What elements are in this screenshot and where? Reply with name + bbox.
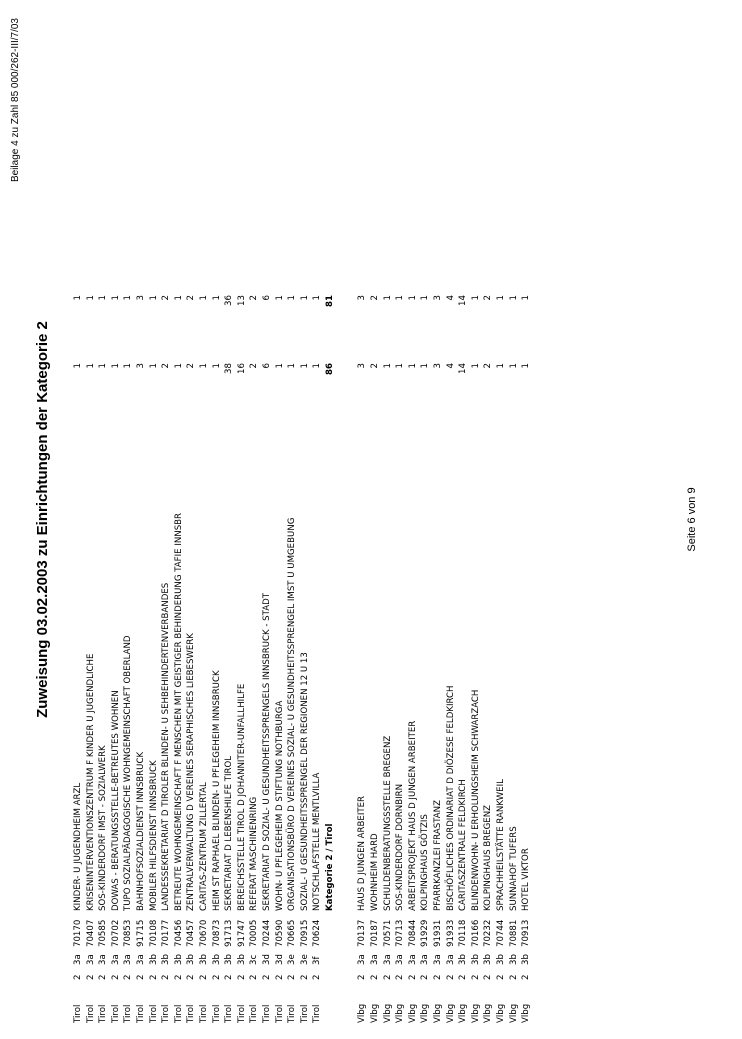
table-row — [274, 13, 287, 1023]
cell-category: 2 — [521, 974, 532, 980]
cell-institution: SPRACHHEILSTÄTTE RANKWEIL — [496, 779, 506, 911]
cell-number: 70853 — [123, 919, 134, 947]
table-row — [432, 13, 445, 1023]
cell-category: 2 — [433, 974, 444, 980]
page-number: Seite 6 von 9 — [686, 487, 698, 552]
cell-value-1: 3 — [135, 363, 146, 369]
cell-category: 2 — [395, 974, 406, 980]
cell-subcategory: 3b — [496, 954, 506, 965]
cell-institution: ORGANISATIONSBÜRO D VEREINES SOZIAL- U GESUNDHEITSSPRENGEL IMST U UMGEBUNG — [287, 517, 298, 911]
cell-institution: ARBEITSPROJEKT HAUS D JUNGEN ARBEITER — [407, 720, 418, 911]
cell-land: Tirol — [110, 1004, 121, 1023]
cell-institution: BEREICHSSTELLE TIROL D JOHANNITER-UNFALLHILFE — [236, 683, 247, 911]
cell-institution: KINDER- U JUGENDHEIM ARZL — [73, 782, 83, 911]
cell-land: Tirol — [123, 1004, 134, 1023]
cell-value-2: 1 — [382, 295, 393, 301]
cell-category: 2 — [85, 974, 96, 980]
cell-value-1: 6 — [261, 363, 272, 369]
cell-land: Tirol — [148, 1004, 159, 1023]
cell-value-1: 2 — [483, 363, 494, 369]
cell-value-1: 1 — [173, 363, 184, 369]
cell-subcategory: 3b — [211, 954, 222, 965]
cell-value-1: 1 — [299, 363, 310, 369]
cell-number: 91931 — [433, 919, 444, 947]
cell-subcategory: 3a — [445, 954, 456, 965]
cell-value-1: 1 — [123, 363, 134, 369]
cell-institution: KOLPINGHAUS GÖTZIS — [420, 814, 431, 911]
total-value-2: 81 — [324, 295, 335, 307]
table-row — [122, 13, 135, 1023]
cell-number: 70713 — [395, 919, 406, 947]
table-row — [520, 13, 533, 1023]
cell-subcategory: 3b — [148, 954, 159, 965]
cell-value-1: 1 — [110, 363, 121, 369]
cell-number: 70844 — [407, 919, 418, 947]
cell-number: 70166 — [470, 919, 481, 947]
table-row — [97, 13, 110, 1023]
cell-institution: BLINDENWOHN- U ERHOLUNGSHEIM SCHWARZACH — [470, 689, 481, 911]
cell-subcategory: 3a — [370, 954, 381, 965]
table-row — [85, 13, 98, 1023]
cell-number: 70187 — [370, 919, 381, 947]
cell-category: 2 — [470, 974, 481, 980]
cell-category: 2 — [224, 974, 235, 980]
table-row — [495, 13, 508, 1023]
cell-value-1: 3 — [433, 363, 444, 369]
cell-number: 70108 — [148, 919, 159, 947]
cell-land: Tirol — [236, 1004, 247, 1023]
cell-institution: MOBILER HILFSDIENST INNSBRUCK — [148, 760, 159, 911]
cell-number: 70005 — [249, 919, 260, 947]
cell-value-2: 2 — [186, 295, 197, 301]
cell-number: 70456 — [173, 919, 184, 947]
cell-value-2: 1 — [198, 295, 209, 301]
cell-subcategory: 3a — [407, 954, 418, 965]
cell-land: Vlbg — [420, 1003, 431, 1023]
cell-land: Vlbg — [445, 1003, 456, 1023]
section-gap — [336, 13, 356, 1023]
cell-value-2: 1 — [508, 295, 519, 301]
cell-land: Tirol — [98, 1004, 109, 1023]
cell-value-1: 1 — [382, 363, 393, 369]
cell-subcategory: 3e — [299, 954, 310, 965]
cell-number: 70744 — [496, 919, 506, 947]
cell-number: 70670 — [198, 919, 209, 947]
cell-institution: BISCHÖFLICHES ORDINARIAT D DIÖZESE FELDKIRCH — [445, 685, 456, 911]
cell-institution: SOS-KINDERDORF DORNBIRN — [395, 783, 406, 911]
cell-subcategory: 3b — [173, 954, 184, 965]
cell-land: Vlbg — [382, 1003, 393, 1023]
vlbg-section — [356, 13, 532, 1023]
cell-value-2: 13 — [236, 295, 247, 306]
cell-institution: WOHN- U PFLEGEHEIM D STIFTUNG NOTHBURGA — [274, 700, 285, 911]
cell-subcategory: 3a — [382, 954, 393, 965]
table-row — [419, 13, 432, 1023]
cell-institution: HEIM ST RAPHAEL BLINDEN- U PFLEGEHEIM INNSBRUCK — [211, 670, 222, 911]
cell-institution: DOWAS - BERATUNGSSTELLE-BETREUTES WOHNEN — [110, 690, 121, 911]
cell-category: 2 — [161, 974, 172, 980]
cell-value-1: 3 — [357, 363, 368, 369]
table-row — [110, 13, 123, 1023]
cell-value-1: 14 — [458, 363, 469, 374]
table-row — [185, 13, 198, 1023]
cell-value-1: 2 — [249, 363, 260, 369]
cell-subcategory: 3b — [483, 954, 494, 965]
cell-value-2: 36 — [224, 295, 235, 306]
cell-institution: BAHNHOFSOZIALDIENST INNSBRUCK — [135, 751, 146, 911]
total-label: Kategorie 2 / Tirol — [324, 823, 335, 911]
cell-institution: TUPO SOZIALPÄDAGOGISCHE WOHNGEMEINSCHAFT OBERLAND — [123, 635, 134, 911]
cell-land: Tirol — [299, 1004, 310, 1023]
cell-value-1: 16 — [236, 363, 247, 374]
cell-subcategory: 3a — [110, 954, 121, 965]
cell-value-2: 1 — [312, 295, 323, 301]
table-row — [173, 13, 186, 1023]
table-row — [457, 13, 470, 1023]
table-row — [286, 13, 299, 1023]
tirol-total-row — [324, 13, 337, 1023]
table-row — [261, 13, 274, 1023]
cell-number: 70232 — [483, 919, 494, 947]
cell-land: Tirol — [274, 1004, 285, 1023]
cell-institution: SCHULDENBERATUNGSSTELLE BREGENZ — [382, 735, 393, 911]
cell-institution: PFARRKANZLEI FRASTANZ — [433, 800, 444, 911]
cell-value-2: 4 — [445, 295, 456, 301]
cell-institution: KRISENINTERVENTIONSZENTRUM F KINDER U JUGENDLICHE — [85, 653, 96, 911]
cell-category: 2 — [508, 974, 519, 980]
table-row — [482, 13, 495, 1023]
cell-subcategory: 3b — [224, 954, 235, 965]
cell-number: 70590 — [274, 919, 285, 947]
cell-land: Vlbg — [508, 1003, 519, 1023]
table-row — [356, 13, 369, 1023]
cell-value-2: 2 — [483, 295, 494, 301]
cell-subcategory: 3a — [433, 954, 444, 965]
cell-institution: CARITASZENTRALE FELDKIRCH — [458, 779, 469, 911]
cell-value-1: 1 — [508, 363, 519, 369]
cell-category: 2 — [236, 974, 247, 980]
cell-subcategory: 3a — [420, 954, 431, 965]
table-row — [299, 13, 312, 1023]
cell-value-2: 1 — [299, 295, 310, 301]
cell-category: 2 — [261, 974, 272, 980]
cell-land: Vlbg — [458, 1003, 469, 1023]
cell-subcategory: 3b — [236, 954, 247, 965]
cell-category: 2 — [211, 974, 222, 980]
table-row — [470, 13, 483, 1023]
cell-subcategory: 3b — [458, 954, 469, 965]
cell-value-1: 2 — [161, 363, 172, 369]
cell-category: 2 — [420, 974, 431, 980]
cell-number: 70118 — [458, 919, 469, 947]
cell-category: 2 — [249, 974, 260, 980]
cell-subcategory: 3e — [287, 954, 298, 965]
cell-category: 2 — [274, 974, 285, 980]
cell-land: Tirol — [161, 1004, 172, 1023]
cell-land: Tirol — [287, 1004, 298, 1023]
cell-number: 70702 — [110, 919, 121, 947]
cell-value-1: 38 — [224, 363, 235, 374]
cell-value-2: 3 — [433, 295, 444, 301]
table-row — [236, 13, 249, 1023]
cell-value-2: 2 — [370, 295, 381, 301]
cell-category: 2 — [198, 974, 209, 980]
cell-value-2: 1 — [470, 295, 481, 301]
cell-subcategory: 3b — [521, 954, 532, 965]
cell-institution: WOHNHEIM HARD — [370, 833, 381, 911]
cell-subcategory: 3f — [312, 956, 323, 965]
cell-institution: KOLPINGHAUS BREGENZ — [483, 804, 494, 911]
cell-number: 70407 — [85, 919, 96, 947]
cell-institution: SOS-KINDERDORF IMST - SOZIALWERK — [98, 745, 109, 911]
cell-land: Tirol — [135, 1004, 146, 1023]
table-row — [407, 13, 420, 1023]
cell-value-1: 4 — [445, 363, 456, 369]
cell-subcategory: 3a — [357, 954, 368, 965]
cell-number: 70170 — [73, 919, 83, 947]
cell-subcategory: 3b — [161, 954, 172, 965]
cell-category: 2 — [148, 974, 159, 980]
cell-value-1: 1 — [274, 363, 285, 369]
cell-value-2: 14 — [458, 295, 469, 306]
table-row — [445, 13, 458, 1023]
cell-value-2: 1 — [73, 295, 83, 301]
cell-category: 2 — [357, 974, 368, 980]
cell-number: 70585 — [98, 919, 109, 947]
cell-category: 2 — [407, 974, 418, 980]
cell-value-2: 1 — [287, 295, 298, 301]
cell-land: Tirol — [173, 1004, 184, 1023]
cell-value-2: 1 — [98, 295, 109, 301]
cell-value-1: 1 — [420, 363, 431, 369]
cell-institution: SEKRETARIAT D SOZIAL- U GESUNDHEITSSPRENGELS INNSBRUCK - STADT — [261, 593, 272, 911]
cell-land: Tirol — [224, 1004, 235, 1023]
cell-value-2: 3 — [135, 295, 146, 301]
table-row — [198, 13, 211, 1023]
cell-subcategory: 3b — [470, 954, 481, 965]
cell-category: 2 — [98, 974, 109, 980]
table-row — [211, 13, 224, 1023]
cell-value-2: 1 — [496, 295, 506, 301]
table-row — [311, 13, 324, 1023]
cell-land: Vlbg — [395, 1003, 406, 1023]
table-row — [135, 13, 148, 1023]
cell-land: Tirol — [261, 1004, 272, 1023]
cell-number: 70915 — [299, 919, 310, 947]
cell-value-2: 1 — [173, 295, 184, 301]
cell-value-1: 1 — [395, 363, 406, 369]
cell-land: Tirol — [198, 1004, 209, 1023]
cell-value-1: 1 — [496, 363, 506, 369]
cell-value-2: 1 — [420, 295, 431, 301]
cell-value-2: 1 — [85, 295, 96, 301]
table-row — [369, 13, 382, 1023]
cell-land: Vlbg — [407, 1003, 418, 1023]
cell-value-1: 2 — [370, 363, 381, 369]
cell-subcategory: 3a — [135, 954, 146, 965]
cell-number: 70624 — [312, 919, 323, 947]
cell-number: 70571 — [382, 919, 393, 947]
table-row — [160, 13, 173, 1023]
attachment-reference: Beilage 4 zu Zahl 85 000/262-III/7/03 — [10, 18, 21, 183]
cell-subcategory: 3d — [261, 954, 272, 965]
cell-land: Tirol — [85, 1004, 96, 1023]
cell-category: 2 — [110, 974, 121, 980]
cell-subcategory: 3a — [395, 954, 406, 965]
cell-category: 2 — [312, 974, 323, 980]
cell-number: 91929 — [420, 919, 431, 947]
cell-number: 70177 — [161, 919, 172, 947]
cell-value-2: 3 — [357, 295, 368, 301]
cell-value-2: 2 — [161, 295, 172, 301]
cell-land: Vlbg — [470, 1003, 481, 1023]
cell-value-1: 1 — [211, 363, 222, 369]
table-row — [394, 13, 407, 1023]
cell-value-1: 1 — [85, 363, 96, 369]
table-row — [248, 13, 261, 1023]
cell-value-1: 1 — [98, 363, 109, 369]
cell-value-1: 1 — [407, 363, 418, 369]
cell-category: 2 — [496, 974, 506, 980]
cell-subcategory: 3b — [186, 954, 197, 965]
cell-category: 2 — [186, 974, 197, 980]
cell-land: Vlbg — [370, 1003, 381, 1023]
cell-institution: ZENTRALVERWALTUNG D VEREINES SERAPHISCHES LIEBESWERK — [186, 633, 197, 911]
cell-number: 91933 — [445, 919, 456, 947]
table-row — [382, 13, 395, 1023]
cell-number: 70913 — [521, 919, 532, 947]
cell-institution: SUNNAHOF TUFERS — [508, 826, 519, 911]
cell-number: 70137 — [357, 919, 368, 947]
document-title: Zuweisung 03.02.2003 zu Einrichtungen der Kategorie 2 — [34, 321, 51, 718]
cell-category: 2 — [287, 974, 298, 980]
cell-category: 2 — [73, 974, 83, 980]
cell-value-2: 1 — [274, 295, 285, 301]
table-row — [223, 13, 236, 1023]
cell-value-2: 1 — [521, 295, 532, 301]
cell-land: Vlbg — [521, 1003, 532, 1023]
tirol-section — [72, 13, 324, 1023]
cell-number: 70665 — [287, 919, 298, 947]
cell-number: 70457 — [186, 919, 197, 947]
cell-value-1: 1 — [73, 363, 83, 369]
cell-category: 2 — [382, 974, 393, 980]
cell-category: 2 — [370, 974, 381, 980]
cell-land: Tirol — [249, 1004, 260, 1023]
cell-subcategory: 3a — [73, 954, 83, 965]
cell-value-2: 2 — [249, 295, 260, 301]
cell-institution: CARITAS-ZENTRUM ZILLERTAL — [198, 782, 209, 911]
cell-subcategory: 3a — [123, 954, 134, 965]
cell-value-2: 6 — [261, 295, 272, 301]
cell-value-1: 2 — [186, 363, 197, 369]
cell-institution: LANDESSEKRETARIAT D TIROLER BLINDEN- U SEHBEHINDERTENVERBANDES — [161, 582, 172, 911]
cell-category: 2 — [173, 974, 184, 980]
cell-subcategory: 3d — [274, 954, 285, 965]
cell-institution: HOTEL VIKTOR — [521, 848, 532, 911]
cell-number: 70881 — [508, 919, 519, 947]
cell-value-1: 1 — [312, 363, 323, 369]
cell-value-2: 1 — [110, 295, 121, 301]
cell-value-2: 1 — [123, 295, 134, 301]
cell-value-2: 1 — [407, 295, 418, 301]
cell-land: Vlbg — [433, 1003, 444, 1023]
cell-category: 2 — [458, 974, 469, 980]
cell-institution: SOZIAL- U GESUNDHEITSSPRENGEL DER REGIONEN 12 U 13 — [299, 652, 310, 911]
cell-land: Tirol — [312, 1004, 323, 1023]
cell-land: Vlbg — [357, 1003, 368, 1023]
cell-number: 91747 — [236, 919, 247, 947]
cell-number: 91715 — [135, 919, 146, 947]
cell-subcategory: 3a — [98, 954, 109, 965]
cell-value-2: 1 — [395, 295, 406, 301]
cell-number: 91713 — [224, 919, 235, 947]
cell-institution: SEKRETARIAT D LEBENSHILFE TIROL — [224, 755, 235, 911]
cell-land: Vlbg — [496, 1003, 506, 1023]
cell-institution: REFERAT MASCHINENRING — [249, 796, 260, 911]
cell-category: 2 — [299, 974, 310, 980]
cell-institution: BETREUTE WOHNGEMEINSCHAFT F MENSCHEN MIT GEISTIGER BEHINDERUNG TAFIE INNSBR — [173, 512, 184, 911]
cell-number: 70244 — [261, 919, 272, 947]
cell-category: 2 — [445, 974, 456, 980]
cell-subcategory: 3b — [508, 954, 519, 965]
total-value-1: 86 — [324, 363, 335, 375]
cell-category: 2 — [483, 974, 494, 980]
allocation-table — [72, 13, 533, 1023]
table-row — [508, 13, 521, 1023]
cell-subcategory: 3b — [198, 954, 209, 965]
table-row — [72, 13, 85, 1023]
cell-land: Tirol — [211, 1004, 222, 1023]
cell-number: 70873 — [211, 919, 222, 947]
cell-value-1: 1 — [521, 363, 532, 369]
cell-land: Tirol — [186, 1004, 197, 1023]
cell-value-1: 1 — [198, 363, 209, 369]
table-row — [148, 13, 161, 1023]
cell-land: Vlbg — [483, 1003, 494, 1023]
cell-institution: NOTSCHLAFSTELLE MENTLVILLA — [312, 772, 323, 911]
cell-category: 2 — [135, 974, 146, 980]
cell-subcategory: 3c — [249, 954, 260, 965]
cell-value-1: 1 — [148, 363, 159, 369]
cell-category: 2 — [123, 974, 134, 980]
cell-value-1: 1 — [470, 363, 481, 369]
cell-land: Tirol — [73, 1004, 83, 1023]
cell-institution: HAUS D JUNGEN ARBEITER — [357, 795, 368, 911]
cell-value-1: 1 — [287, 363, 298, 369]
cell-value-2: 1 — [148, 295, 159, 301]
cell-subcategory: 3a — [85, 954, 96, 965]
cell-value-2: 1 — [211, 295, 222, 301]
